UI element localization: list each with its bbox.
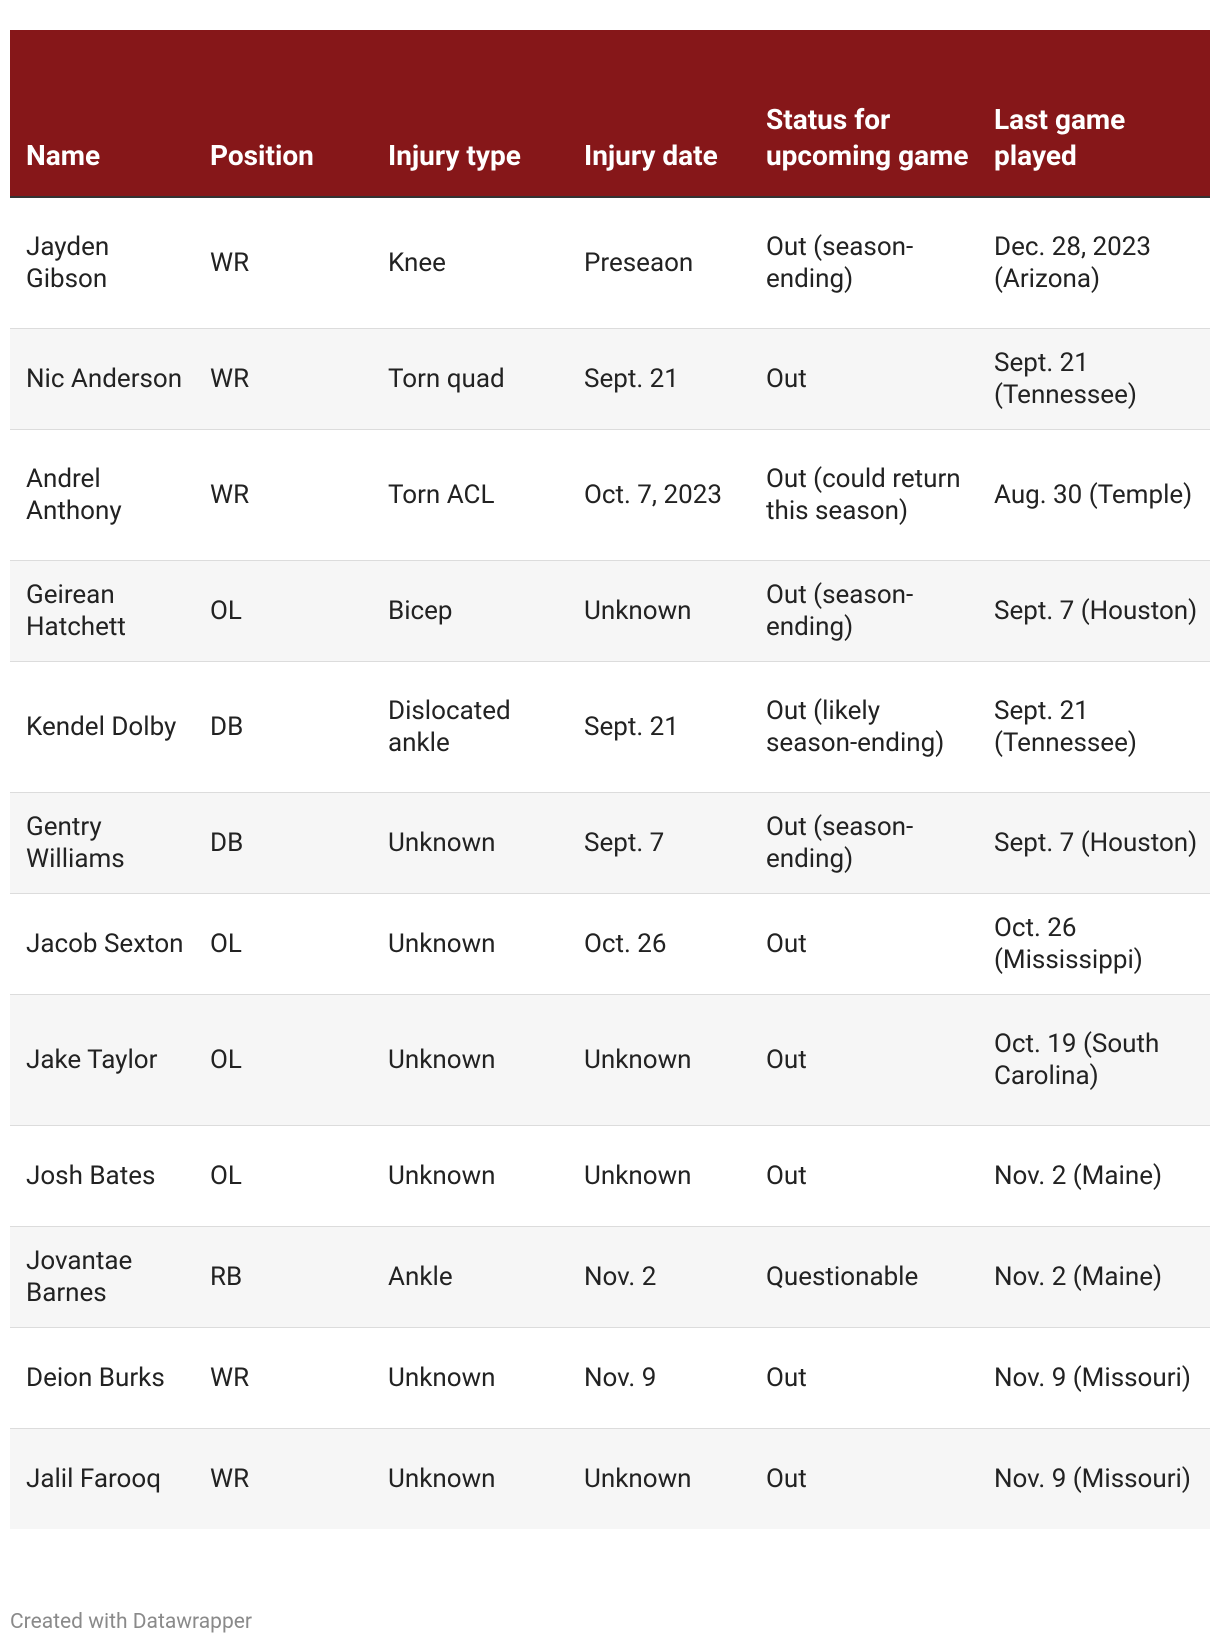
cell-last-game: Aug. 30 (Temple) — [978, 429, 1210, 560]
cell-injury-type: Dislocated ankle — [372, 661, 568, 792]
cell-injury-date: Preseaon — [568, 197, 750, 328]
cell-name: Jacob Sexton — [10, 893, 194, 994]
cell-last-game: Nov. 9 (Missouri) — [978, 1428, 1210, 1529]
cell-last-game: Sept. 21 (Tennessee) — [978, 661, 1210, 792]
cell-injury-type: Torn quad — [372, 328, 568, 429]
cell-name: Jovantae Barnes — [10, 1226, 194, 1327]
cell-injury-type: Unknown — [372, 1428, 568, 1529]
column-header-injury-date: Injury date — [568, 30, 750, 197]
cell-injury-type: Knee — [372, 197, 568, 328]
column-header-injury-type: Injury type — [372, 30, 568, 197]
cell-injury-date: Unknown — [568, 1125, 750, 1226]
cell-position: DB — [194, 792, 372, 893]
column-header-name: Name — [10, 30, 194, 197]
cell-status: Out — [750, 1125, 978, 1226]
cell-name: Jalil Farooq — [10, 1428, 194, 1529]
cell-injury-date: Unknown — [568, 994, 750, 1125]
column-header-last-game: Last game played — [978, 30, 1210, 197]
cell-name: Geirean Hatchett — [10, 560, 194, 661]
column-header-position: Position — [194, 30, 372, 197]
column-header-status: Status for upcoming game — [750, 30, 978, 197]
table-row — [10, 1125, 1210, 1226]
table-header — [10, 30, 1210, 197]
cell-status: Out (could return this season) — [750, 429, 978, 560]
cell-position: OL — [194, 994, 372, 1125]
cell-status: Out (season-ending) — [750, 560, 978, 661]
cell-name: Jayden Gibson — [10, 197, 194, 328]
cell-injury-type: Bicep — [372, 560, 568, 661]
cell-last-game: Sept. 21 (Tennessee) — [978, 328, 1210, 429]
cell-last-game: Oct. 19 (South Carolina) — [978, 994, 1210, 1125]
cell-last-game: Sept. 7 (Houston) — [978, 792, 1210, 893]
cell-injury-date: Unknown — [568, 560, 750, 661]
cell-last-game: Dec. 28, 2023 (Arizona) — [978, 197, 1210, 328]
cell-status: Out — [750, 328, 978, 429]
cell-injury-type: Unknown — [372, 994, 568, 1125]
cell-position: OL — [194, 560, 372, 661]
cell-name: Kendel Dolby — [10, 661, 194, 792]
table-row — [10, 792, 1210, 893]
cell-status: Questionable — [750, 1226, 978, 1327]
injury-table-container — [10, 30, 1210, 1529]
cell-last-game: Sept. 7 (Houston) — [978, 560, 1210, 661]
cell-injury-date: Oct. 26 — [568, 893, 750, 994]
cell-position: OL — [194, 893, 372, 994]
cell-injury-date: Nov. 9 — [568, 1327, 750, 1428]
table-row — [10, 429, 1210, 560]
cell-name: Josh Bates — [10, 1125, 194, 1226]
table-row — [10, 893, 1210, 994]
cell-status: Out (season-ending) — [750, 197, 978, 328]
cell-injury-type: Unknown — [372, 1327, 568, 1428]
cell-status: Out — [750, 1327, 978, 1428]
table-row — [10, 1327, 1210, 1428]
cell-injury-type: Ankle — [372, 1226, 568, 1327]
cell-injury-date: Unknown — [568, 1428, 750, 1529]
header-row — [10, 30, 1210, 197]
cell-injury-date: Sept. 21 — [568, 661, 750, 792]
cell-name: Deion Burks — [10, 1327, 194, 1428]
cell-name: Nic Anderson — [10, 328, 194, 429]
table-row — [10, 197, 1210, 328]
cell-position: WR — [194, 1428, 372, 1529]
cell-last-game: Nov. 9 (Missouri) — [978, 1327, 1210, 1428]
cell-name: Jake Taylor — [10, 994, 194, 1125]
cell-position: OL — [194, 1125, 372, 1226]
cell-name: Andrel Anthony — [10, 429, 194, 560]
cell-injury-type: Unknown — [372, 893, 568, 994]
table-row — [10, 328, 1210, 429]
cell-position: RB — [194, 1226, 372, 1327]
cell-last-game: Oct. 26 (Mississippi) — [978, 893, 1210, 994]
table-row — [10, 994, 1210, 1125]
cell-injury-date: Nov. 2 — [568, 1226, 750, 1327]
table-row — [10, 1428, 1210, 1529]
cell-position: WR — [194, 197, 372, 328]
cell-injury-date: Sept. 21 — [568, 328, 750, 429]
cell-injury-date: Oct. 7, 2023 — [568, 429, 750, 560]
cell-position: WR — [194, 328, 372, 429]
table-row — [10, 661, 1210, 792]
table-body — [10, 197, 1210, 1529]
cell-last-game: Nov. 2 (Maine) — [978, 1226, 1210, 1327]
cell-last-game: Nov. 2 (Maine) — [978, 1125, 1210, 1226]
cell-position: WR — [194, 1327, 372, 1428]
cell-name: Gentry Williams — [10, 792, 194, 893]
cell-status: Out (likely season-ending) — [750, 661, 978, 792]
datawrapper-credit: Created with Datawrapper — [10, 1610, 252, 1634]
cell-injury-type: Torn ACL — [372, 429, 568, 560]
cell-position: WR — [194, 429, 372, 560]
cell-status: Out (season-ending) — [750, 792, 978, 893]
table-row — [10, 560, 1210, 661]
cell-injury-type: Unknown — [372, 792, 568, 893]
cell-position: DB — [194, 661, 372, 792]
cell-status: Out — [750, 1428, 978, 1529]
table-row — [10, 1226, 1210, 1327]
injury-table — [10, 30, 1210, 1529]
cell-injury-date: Sept. 7 — [568, 792, 750, 893]
cell-status: Out — [750, 994, 978, 1125]
cell-status: Out — [750, 893, 978, 994]
cell-injury-type: Unknown — [372, 1125, 568, 1226]
